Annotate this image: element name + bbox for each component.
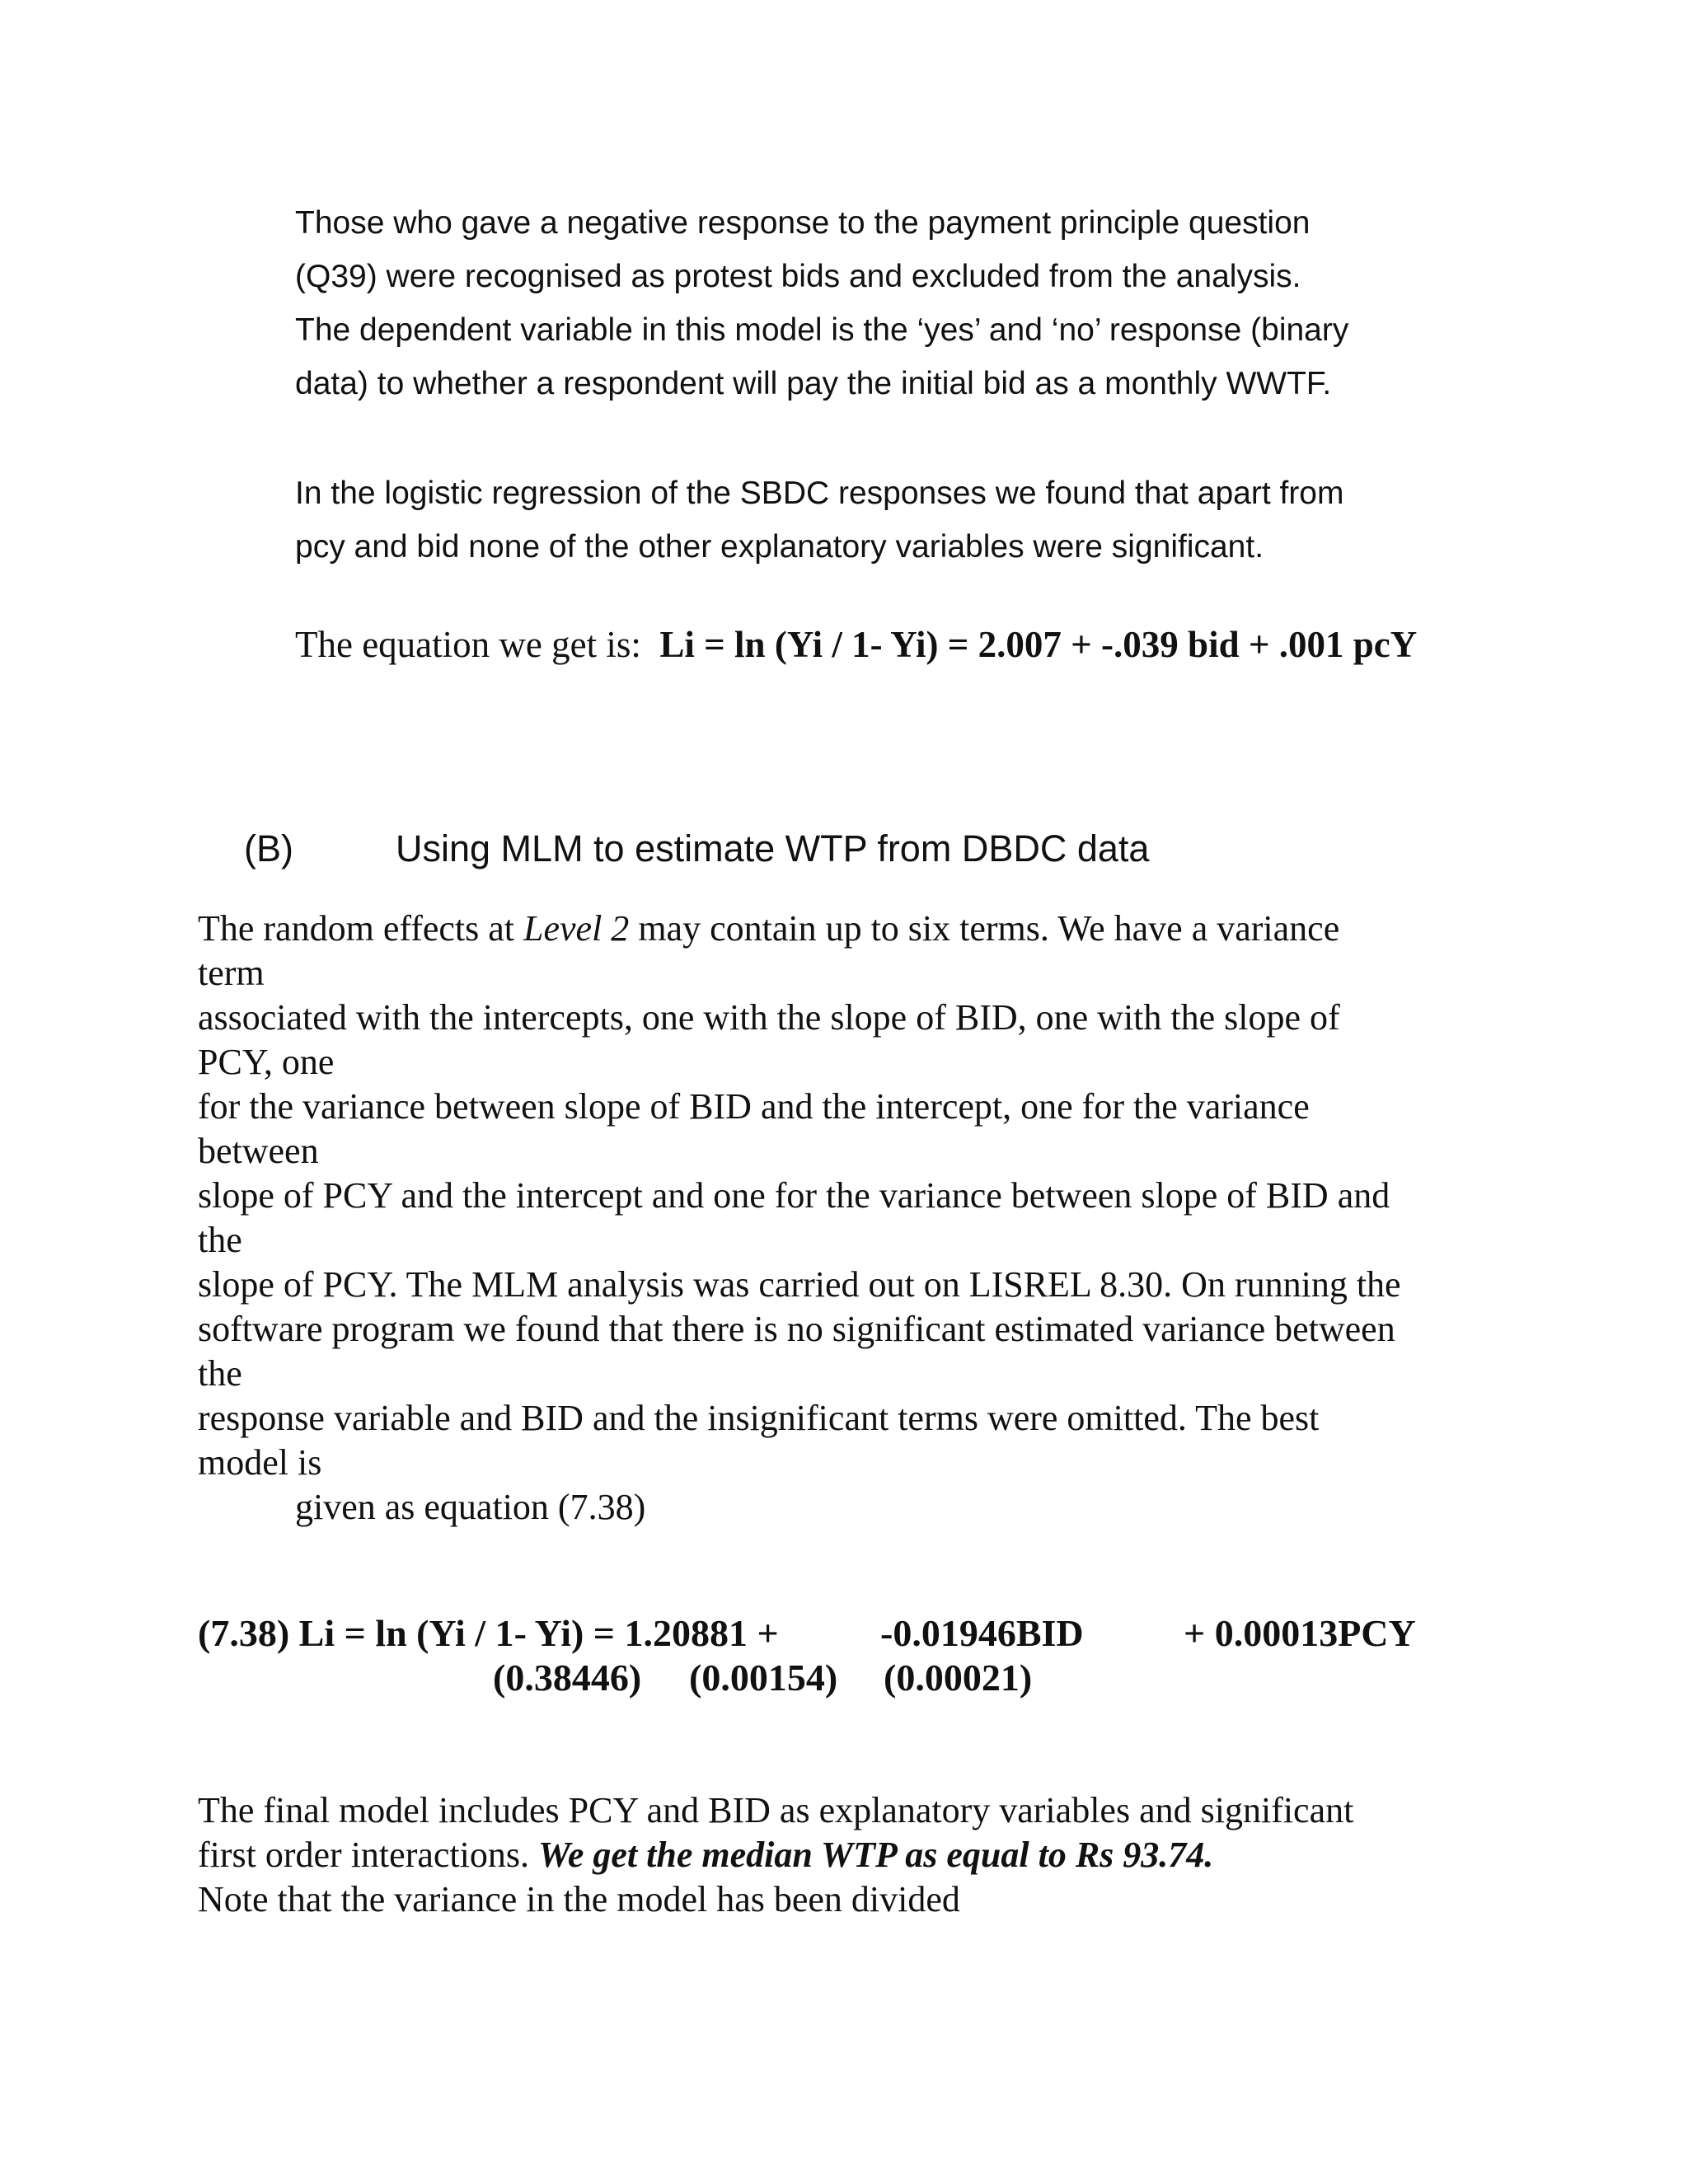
text-line: slope of PCY. The MLM analysis was carried out on LISREL 8.30. On running the bbox=[198, 1264, 1401, 1305]
text-line: The dependent variable in this model is the ‘yes’ and ‘no’ response (binary bbox=[295, 312, 1349, 348]
equation-sbdc bbox=[295, 620, 1417, 669]
equation-main: (7.38) Li = ln (Yi / 1- Yi) = 1.20881 + bbox=[198, 1612, 779, 1654]
text-line: model is bbox=[198, 1442, 322, 1483]
equation-7-38 bbox=[198, 1611, 1434, 1710]
text-line: data) to whether a respondent will pay the initial bid as a monthly WWTF. bbox=[295, 366, 1332, 401]
text-line: the bbox=[198, 1220, 242, 1260]
equation-prefix: The equation we get is: bbox=[295, 624, 641, 665]
section-title: Using MLM to estimate WTP from DBDC data bbox=[396, 827, 1150, 869]
text-line bbox=[198, 907, 1401, 951]
text-line: slope of PCY and the intercept and one for the variance between slope of BID and bbox=[198, 1175, 1390, 1216]
text-fragment: first order interactions. bbox=[198, 1835, 538, 1875]
section-label: (B) bbox=[244, 827, 293, 869]
paragraph-final-model bbox=[198, 1788, 1353, 1922]
italic-term: Level 2 bbox=[523, 908, 630, 949]
paragraph-protest-bids bbox=[295, 196, 1348, 410]
median-wtp-statement: We get the median WTP as equal to Rs 93.74. bbox=[537, 1835, 1214, 1875]
text-line: associated with the intercepts, one with the slope of BID, one with the slope of bbox=[198, 997, 1340, 1038]
text-line: PCY, one bbox=[198, 1042, 335, 1082]
text-fragment: The random effects at bbox=[198, 908, 524, 949]
equation-formula: Li = ln (Yi / 1- Yi) = 2.007 + -.039 bid + .001 pcY bbox=[659, 624, 1418, 665]
equation-pcy-term: + 0.00013PCY bbox=[1184, 1612, 1416, 1654]
text-line: (Q39) were recognised as protest bids and excluded from the analysis. bbox=[295, 259, 1301, 294]
text-line: software program we found that there is no significant estimated variance between bbox=[198, 1309, 1395, 1349]
text-line: The final model includes PCY and BID as explanatory variables and significant bbox=[198, 1790, 1354, 1830]
standard-error-pcy: (0.00021) bbox=[884, 1657, 1033, 1699]
text-line: for the variance between slope of BID and the intercept, one for the variance bbox=[198, 1086, 1310, 1127]
text-line bbox=[198, 1833, 1353, 1877]
text-fragment: may contain up to six terms. We have a variance bbox=[629, 908, 1340, 949]
text-line: response variable and BID and the insignificant terms were omitted. The best bbox=[198, 1398, 1320, 1438]
text-line: the bbox=[198, 1353, 242, 1394]
text-line: Those who gave a negative response to the payment principle question bbox=[295, 205, 1311, 241]
text-line: given as equation (7.38) bbox=[295, 1487, 646, 1527]
text-line: between bbox=[198, 1131, 319, 1171]
paragraph-random-effects bbox=[198, 907, 1401, 1530]
paragraph-logistic-regression bbox=[295, 466, 1344, 574]
section-heading bbox=[244, 824, 1149, 874]
standard-error-bid: (0.00154) bbox=[689, 1657, 838, 1699]
equation-bid-term: -0.01946BID bbox=[880, 1612, 1084, 1654]
standard-error-intercept: (0.38446) bbox=[493, 1657, 642, 1699]
text-line: In the logistic regression of the SBDC responses we found that apart from bbox=[295, 476, 1344, 511]
text-line: pcy and bid none of the other explanatory variables were significant. bbox=[295, 529, 1264, 565]
text-line: Note that the variance in the model has been divided bbox=[198, 1879, 960, 1919]
text-line: term bbox=[198, 953, 265, 993]
